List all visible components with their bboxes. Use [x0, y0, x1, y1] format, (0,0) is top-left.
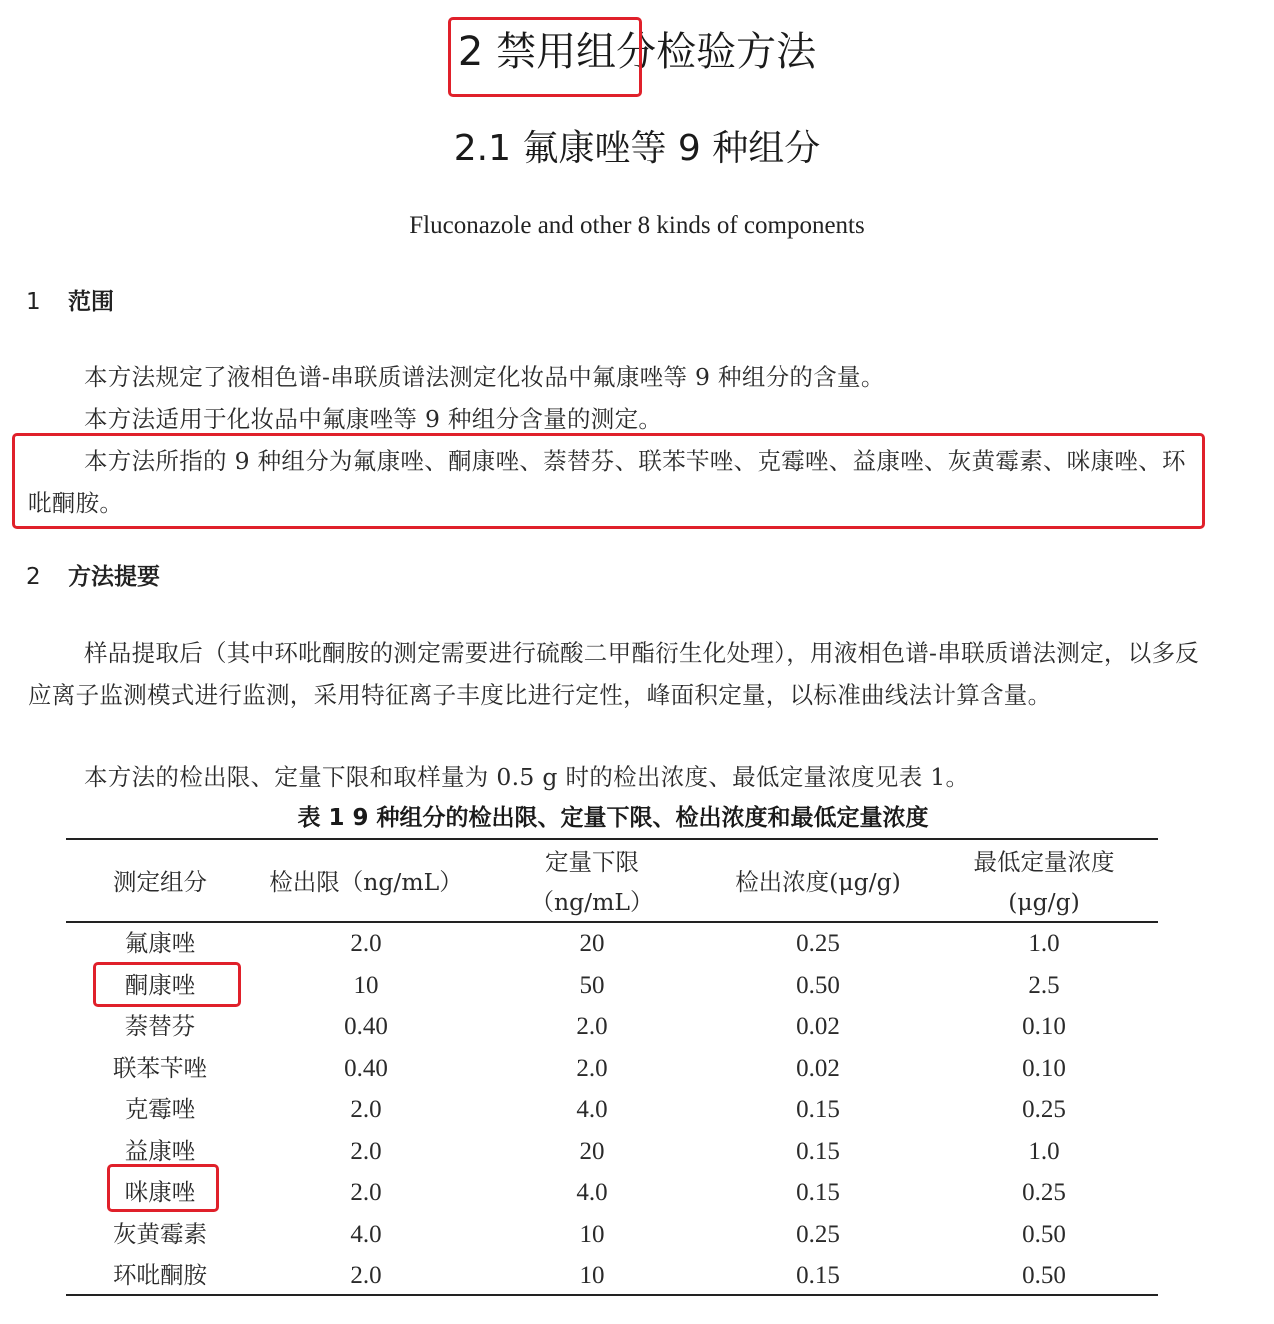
cell-value: 1.0 [1028, 930, 1060, 957]
table-row [66, 1048, 1158, 1090]
cell-value: 1.0 [1028, 1137, 1060, 1165]
cell-value: 0.10 [1022, 1013, 1066, 1040]
table-row [66, 1089, 1158, 1131]
cell-value: 2.0 [350, 1137, 382, 1165]
cell-component: 萘替芬 [124, 1012, 196, 1040]
cell-value: 0.25 [1022, 1179, 1066, 1206]
section-2-number: 2 [26, 564, 41, 590]
section-1-paragraph-3: 本方法所指的 9 种组分为氟康唑、酮康唑、萘替芬、联苯苄唑、克霉唑、益康唑、灰黄霉素、咪康唑、环吡酮胺。 [28, 447, 1186, 517]
cell-component: 益康唑 [124, 1136, 196, 1165]
table-row [66, 1214, 1158, 1256]
cell-value: 0.50 [1022, 1262, 1066, 1289]
cell-value: 2.0 [350, 1179, 382, 1206]
table-row [66, 965, 1158, 1007]
cell-value: 0.25 [796, 1220, 840, 1248]
section-1-heading [26, 285, 114, 319]
header-component: 测定组分 [113, 868, 207, 896]
cell-value: 0.15 [796, 1137, 840, 1165]
header-detection-limit: 检出限（ng/mL） [269, 868, 463, 896]
cell-value: 0.15 [796, 1179, 840, 1206]
cell-component: 联苯苄唑 [113, 1053, 207, 1082]
header-quantitation-limit: 定量下限 （ng/mL） [530, 848, 654, 916]
cell-value: 0.02 [796, 1013, 840, 1040]
cell-value: 2.0 [576, 1013, 608, 1040]
section-1-title: 范围 [68, 289, 114, 315]
cell-value: 0.50 [1022, 1220, 1066, 1248]
cell-value: 2.0 [576, 1054, 608, 1082]
table-header-row [66, 841, 1158, 923]
cell-value: 2.0 [350, 1262, 382, 1289]
section-2-paragraph-2: 本方法的检出限、定量下限和取样量为 0.5 g 时的检出浓度、最低定量浓度见表 1。 [84, 763, 970, 791]
table-caption: 表 1 9 种组分的检出限、定量下限、检出浓度和最低定量浓度 [297, 805, 929, 831]
subsection-title: 2.1 氟康唑等 9 种组分 [453, 128, 821, 169]
cell-value: 10 [579, 1262, 605, 1289]
cell-component: 酮康唑 [124, 970, 196, 999]
page-title: 2 禁用组分检验方法 [457, 29, 817, 75]
table-row [66, 923, 1158, 965]
highlight-box-title [448, 17, 642, 97]
cell-value: 0.50 [796, 971, 840, 999]
section-1-paragraph-1: 本方法规定了液相色谱-串联质谱法测定化妆品中氟康唑等 9 种组分的含量。 [84, 363, 885, 391]
cell-value: 2.0 [350, 930, 382, 957]
cell-value: 0.25 [796, 930, 840, 957]
cell-component: 克霉唑 [124, 1095, 196, 1123]
cell-value: 20 [579, 930, 605, 957]
table-row [66, 1255, 1158, 1297]
cell-value: 0.40 [344, 1054, 388, 1082]
cell-component: 灰黄霉素 [113, 1219, 207, 1248]
header-min-quantitation-concentration: 最低定量浓度 (μg/g) [973, 848, 1115, 916]
cell-value: 4.0 [576, 1179, 608, 1206]
cell-value: 4.0 [576, 1096, 608, 1123]
cell-value: 50 [579, 971, 605, 999]
cell-value: 0.40 [344, 1013, 388, 1040]
table-row [66, 1172, 1158, 1214]
cell-value: 2.5 [1028, 971, 1060, 999]
cell-value: 4.0 [350, 1220, 382, 1248]
table-row [66, 1131, 1158, 1173]
cell-component: 氟康唑 [124, 929, 196, 957]
section-1-paragraph-2: 本方法适用于化妆品中氟康唑等 9 种组分含量的测定。 [84, 405, 663, 433]
cell-value: 10 [579, 1220, 605, 1248]
cell-value: 10 [353, 971, 379, 999]
cell-value: 2.0 [350, 1096, 382, 1123]
table-row [66, 1006, 1158, 1048]
cell-value: 0.15 [796, 1262, 840, 1289]
cell-value: 0.25 [1022, 1096, 1066, 1123]
english-subtitle: Fluconazole and other 8 kinds of components [409, 212, 865, 239]
table-top-rule [66, 838, 1158, 840]
section-2-heading [26, 560, 160, 594]
cell-value: 0.02 [796, 1054, 840, 1082]
cell-value: 20 [579, 1137, 605, 1165]
section-1-number: 1 [26, 289, 41, 315]
detection-limits-table [66, 841, 1158, 1297]
header-detection-concentration: 检出浓度(μg/g) [735, 868, 901, 896]
section-2-paragraph-1: 样品提取后（其中环吡酮胺的测定需要进行硫酸二甲酯衍生化处理），用液相色谱-串联质谱法测定，以多反应离子监测模式进行监测，采用特征离子丰度比进行定性，峰面积定量，以标准曲线法计算含量。 [28, 639, 1200, 709]
section-2-title: 方法提要 [68, 564, 160, 590]
cell-component: 咪康唑 [124, 1178, 196, 1206]
cell-value: 0.15 [796, 1096, 840, 1123]
cell-component: 环吡酮胺 [113, 1261, 207, 1289]
cell-value: 0.10 [1022, 1054, 1066, 1082]
